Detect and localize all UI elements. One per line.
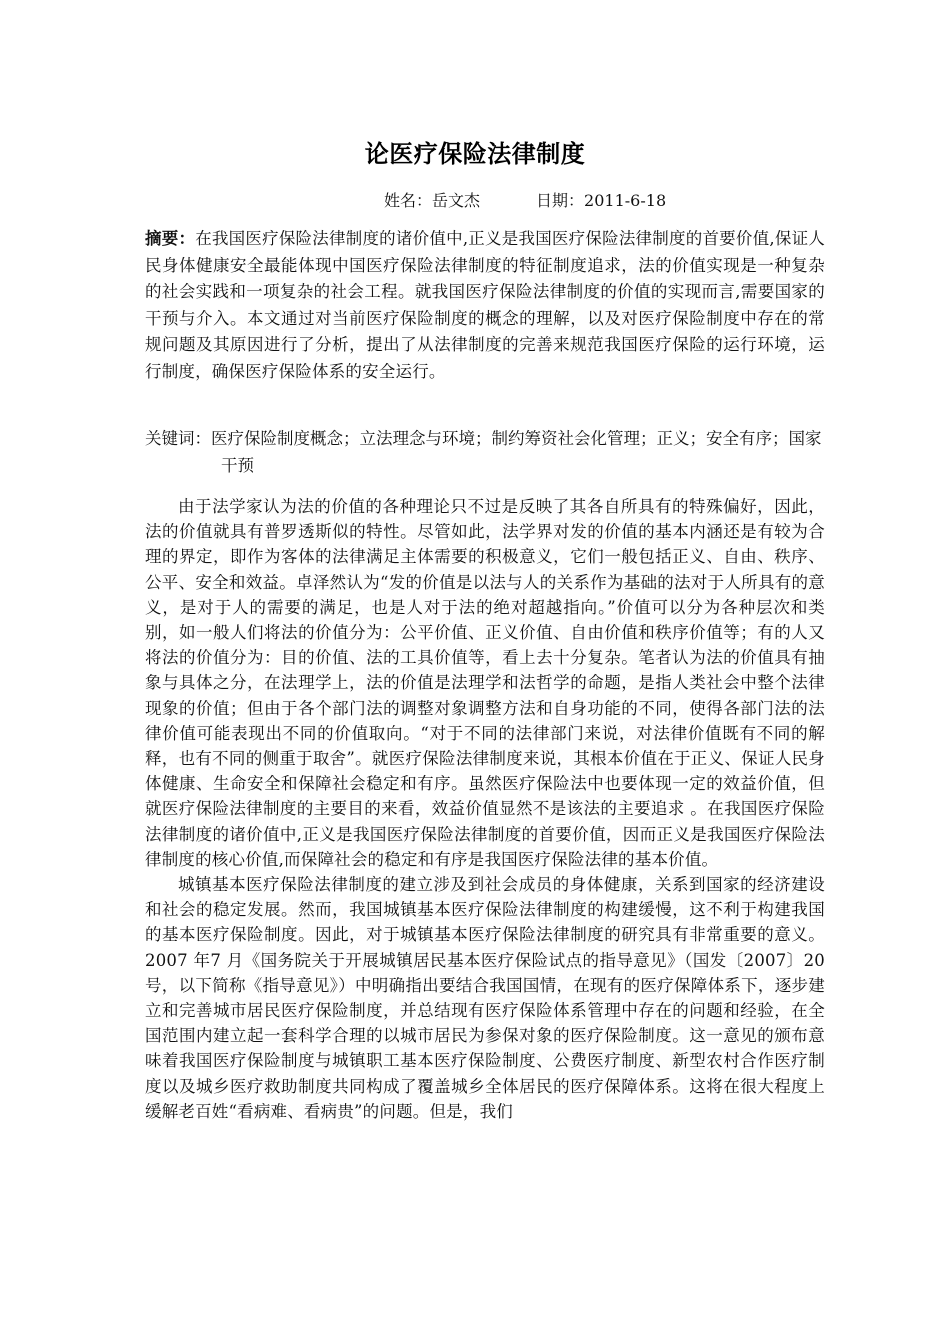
abstract-text: 在我国医疗保险法律制度的诸价值中,正义是我国医疗保险法律制度的首要价值,保证人民身体健康安全最能体现中国医疗保险法律制度的特征制度追求，法的价值实现是一种复杂的社会实践和一项复杂的社会工程。就我国医疗保险法律制度的价值的实现而言,需要国家的干预与介入。本文通过对当前医疗保险制度的概念的理解，以及对医疗保险制度中存在的常规问题及其原因进行了分析，提出了从法律制度的完善来规范我国医疗保险的运行环境，运行制度，确保医疗保险体系的安全运行。 [145,229,825,381]
keywords-text: 医疗保险制度概念；立法理念与环境；制约筹资社会化管理；正义；安全有序；国家干预 [211,429,822,475]
keywords-label: 关键词： [145,429,211,448]
abstract [145,226,825,385]
body-text [145,494,825,1124]
date-value: 2011-6-18 [584,191,667,210]
author-name: 岳文杰 [432,191,481,210]
document-meta [384,188,884,211]
author-label: 姓名： [384,191,433,210]
abstract-label: 摘要： [145,229,196,248]
body-paragraph: 城镇基本医疗保险法律制度的建立涉及到社会成员的身体健康，关系到国家的经济建设和社会的稳定发展。然而，我国城镇基本医疗保险法律制度的构建缓慢，这不利于构建我国的基本医疗保险制度。因此，对于城镇基本医疗保险法律制度的研究具有非常重要的意义。2007 年7 月《国务院关于开展城镇居民基本医疗保险试点的指导意见》（国发〔2007〕20 号，以下简称《指导意见》）中明确指出要结合我国国情，在现有的医疗保障体系下，逐步建立和完善城市居民医疗保险制度，并总结现有医疗保险体系管理中存在的问题和经验，在全国范围内建立起一套科学合理的以城市居民为参保对象的医疗保险制度。这一意见的颁布意味着我国医疗保险制度与城镇职工基本医疗保险制度、公费医疗制度、新型农村合作医疗制度以及城乡医疗救助制度共同构成了覆盖城乡全体居民的医疗保障体系。这将在很大程度上缓解老百姓“看病难、看病贵”的问题。但是，我们 [145,875,825,1121]
keywords [145,426,825,479]
date-label: 日期： [536,191,585,210]
document-title: 论医疗保险法律制度 [364,140,586,168]
body-paragraph: 由于法学家认为法的价值的各种理论只不过是反映了其各自所具有的特殊偏好，因此，法的价值就具有普罗透斯似的特性。尽管如此，法学界对发的价值的基本内涵还是有较为合理的界定，即作为客体的法律满足主体需要的积极意义，它们一般包括正义、自由、秩序、公平、安全和效益。卓泽然认为“发的价值是以法与人的关系作为基础的法对于人所具有的意义，是对于人的需要的满足，也是人对于法的绝对超越指向。”价值可以分为各种层次和类别，如一般人们将法的价值分为：公平价值、正义价值、自由价值和秩序价值等；有的人又将法的价值分为：目的价值、法的工具价值等，看上去十分复杂。笔者认为法的价值具有抽象与具体之分，在法理学上，法的价值是法理学和法哲学的命题，是指人类社会中整个法律现象的价值；但由于各个部门法的调整对象调整方法和自身功能的不同，使得各部门法的法律价值可能表现出不同的价值取向。“对于不同的法律部门来说，对法律价值既有不同的解释，也有不同的侧重于取舍”。就医疗保险法律制度来说，其根本价值在于正义、保证人民身体健康、生命安全和保障社会稳定和有序。虽然医疗保险法中也要体现一定的效益价值，但就医疗保险法律制度的主要目的来看，效益价值显然不是该法的主要追求 。在我国医疗保险法律制度的诸价值中,正义是我国医疗保险法律制度的首要价值，因而正义是我国医疗保险法律制度的核心价值,而保障社会的稳定和有序是我国医疗保险法律的基本价值。 [145,497,825,869]
